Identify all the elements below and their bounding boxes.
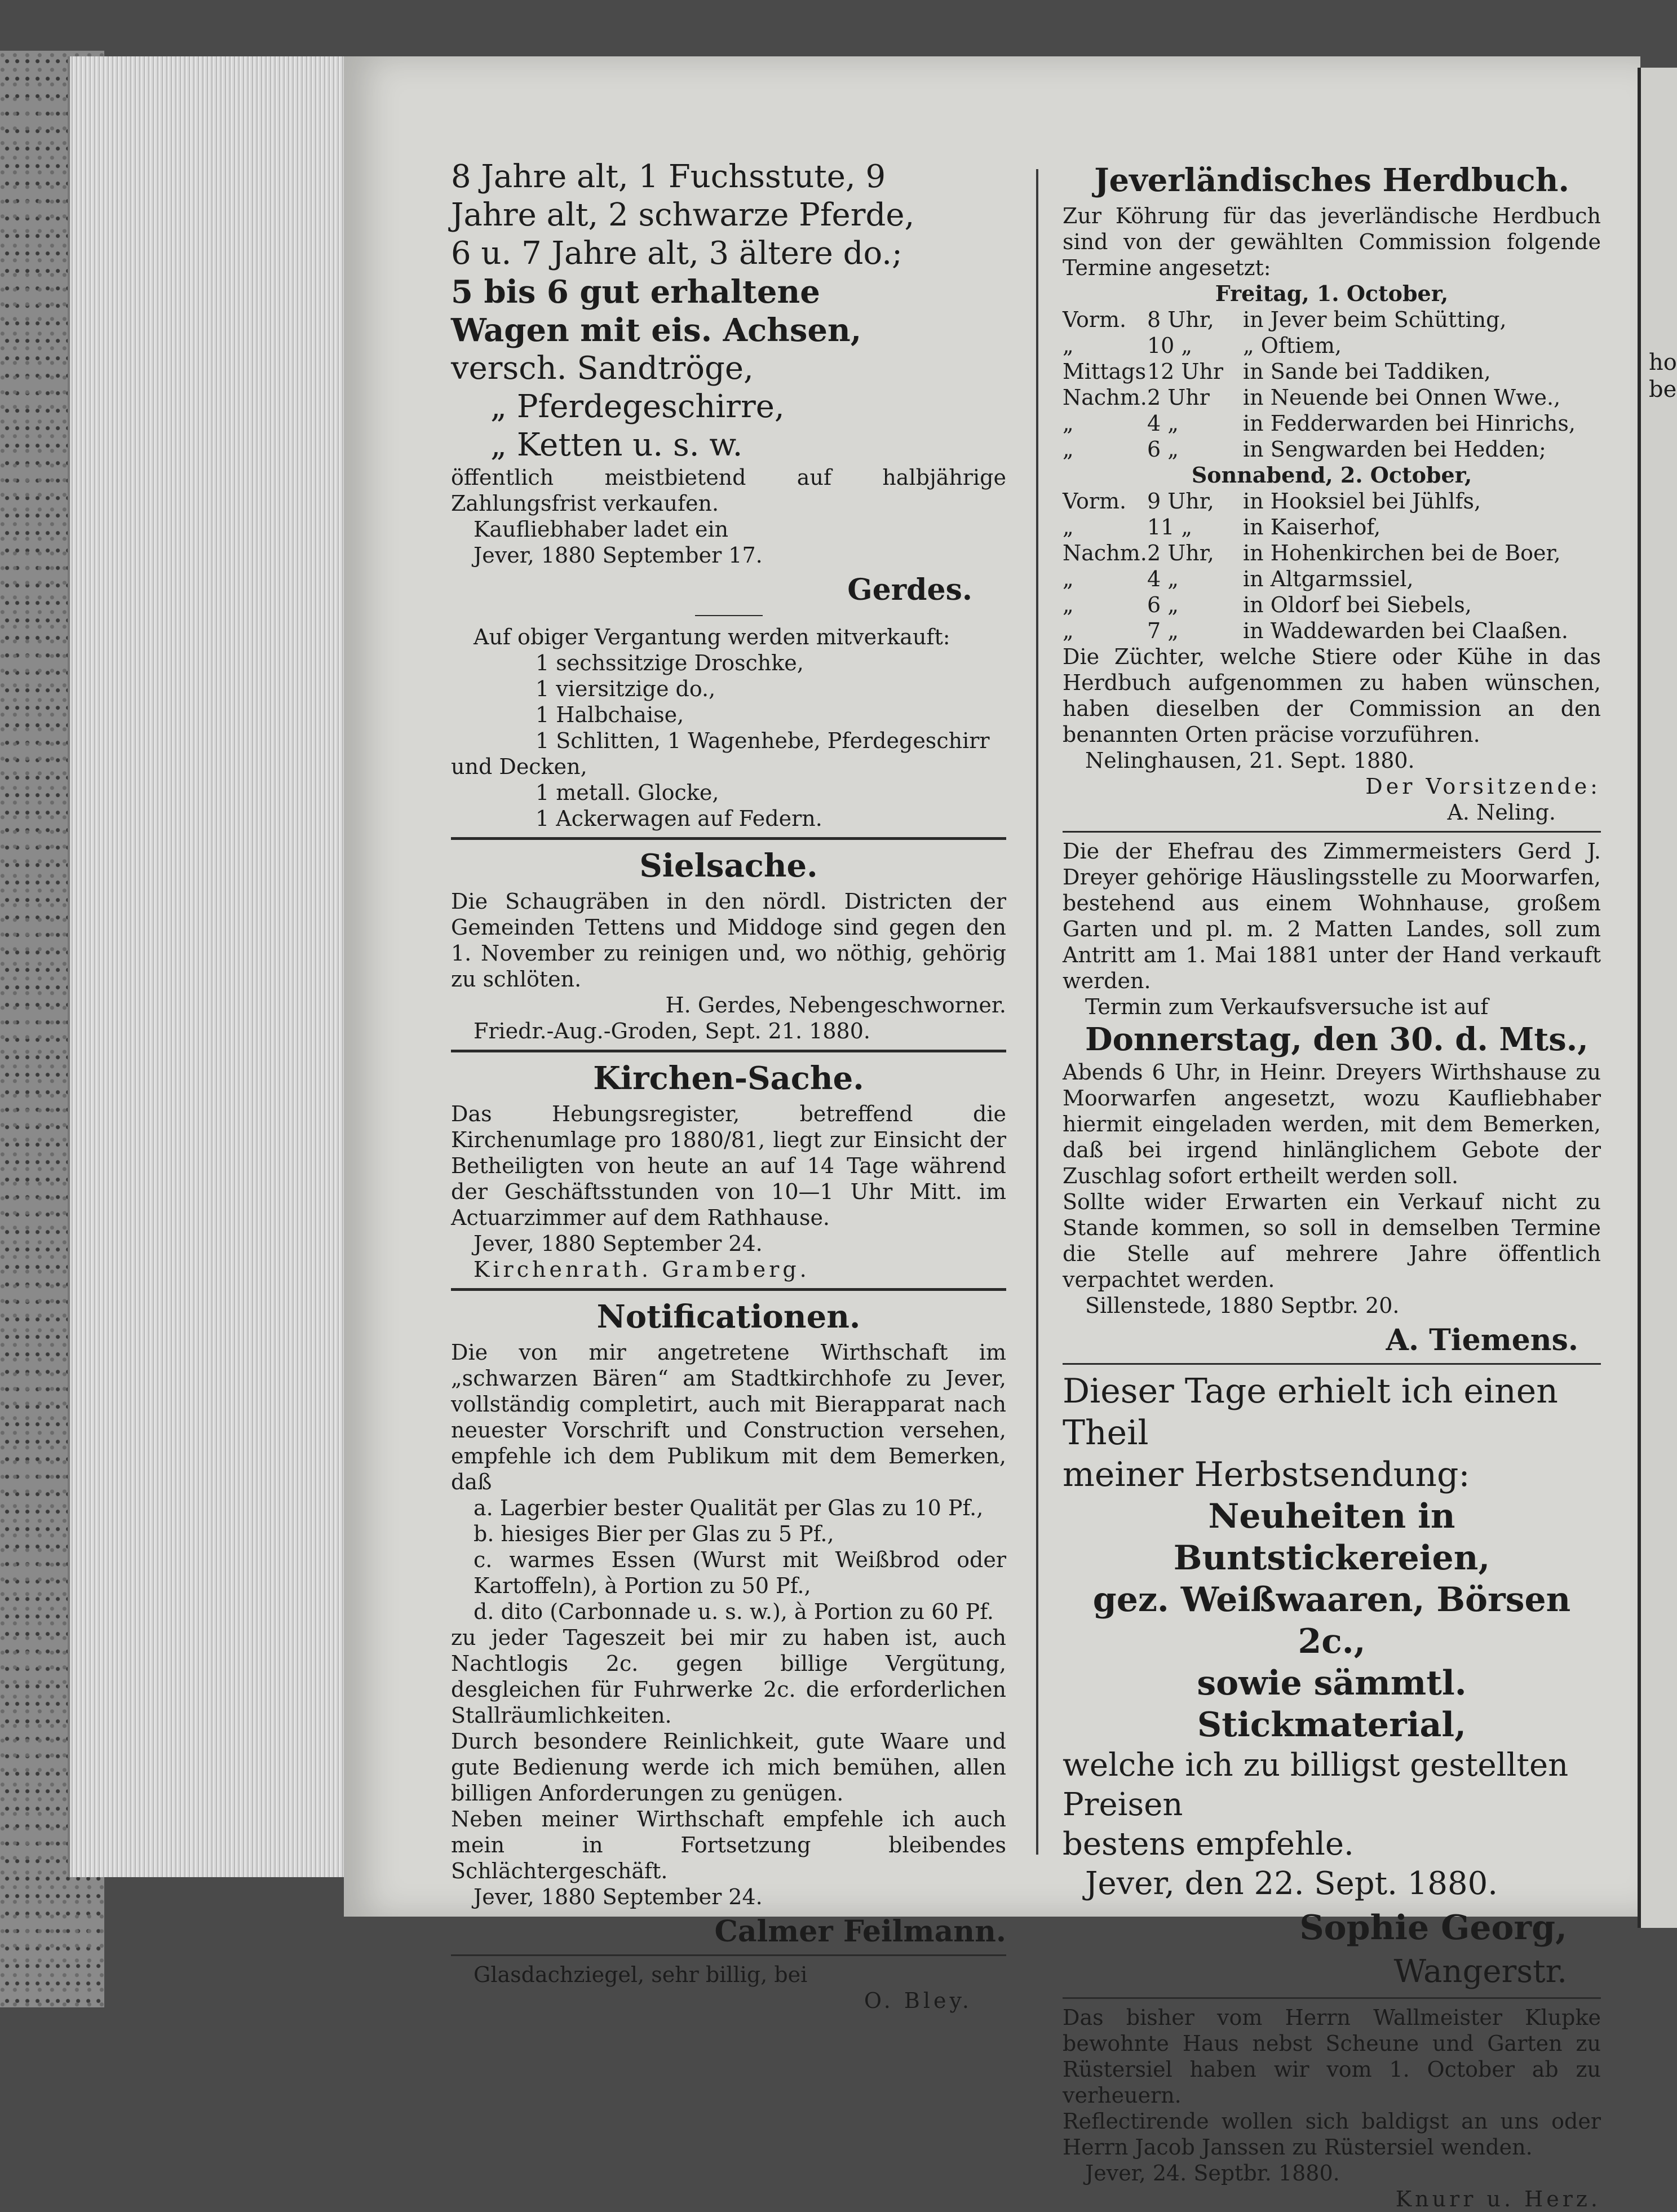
schedule-row bbox=[1063, 514, 1601, 540]
herdbuch-chair: Der Vorsitzende: bbox=[1365, 774, 1601, 799]
kirchen-signature: Kirchenrath. Gramberg. bbox=[474, 1257, 810, 1282]
section-divider bbox=[451, 1288, 1006, 1291]
schedule-period: „ bbox=[1063, 333, 1074, 358]
extra-item: 1 sechssitzige Droschke, bbox=[536, 651, 804, 675]
schedule-row bbox=[1063, 540, 1601, 566]
glas-signature: O. Bley. bbox=[864, 1988, 972, 2013]
page-stack-edges bbox=[68, 56, 357, 1877]
kirchen-heading: Kirchen-Sache. bbox=[593, 1060, 864, 1097]
notif-date: Jever, 1880 September 24. bbox=[474, 1884, 763, 1909]
schedule-place: in Sengwarden bei Hedden; bbox=[1243, 437, 1546, 462]
notif-heading: Notificationen. bbox=[596, 1298, 861, 1335]
next-page-fragment: ho bbox=[1649, 350, 1677, 375]
auction-item: „ Pferdegeschirre, bbox=[490, 388, 785, 425]
herbst-bold-line: Neuheiten in Buntstickereien, bbox=[1173, 1497, 1490, 1578]
schedule-place: in Hooksiel bei Jühlfs, bbox=[1243, 489, 1481, 514]
schedule-period: Vorm. bbox=[1063, 489, 1127, 514]
auction-date: Jever, 1880 September 17. bbox=[474, 543, 763, 568]
schedule-time: 2 Uhr, bbox=[1147, 541, 1214, 565]
herdbuch-date: Nelinghausen, 21. Sept. 1880. bbox=[1085, 748, 1415, 773]
section-divider bbox=[1063, 1363, 1601, 1365]
herbst-tail: bestens empfehle. bbox=[1063, 1826, 1354, 1862]
notif-text3: Durch besondere Reinlichkeit, gute Waare und gute Bedienung werde ich mich bemühen, allen billigen Anforderungen zu genügen. bbox=[451, 1729, 1006, 1806]
extra-item: 1 Schlitten, 1 Wagenhebe, Pferdegeschirr bbox=[536, 728, 990, 753]
auction-bold-line: 5 bis 6 gut erhaltene bbox=[451, 273, 820, 311]
auction-invite: Kaufliebhaber ladet ein bbox=[474, 517, 729, 542]
ruester-signature: Knurr u. Herz. bbox=[1395, 2187, 1601, 2211]
schedule-place: in Altgarmssiel, bbox=[1243, 567, 1414, 591]
herbst-bold-line: gez. Weißwaaren, Börsen 2c., bbox=[1092, 1580, 1571, 1661]
section-divider bbox=[451, 1050, 1006, 1052]
schedule-place: in Fedderwarden bei Hinrichs, bbox=[1243, 411, 1576, 436]
herdbuch-text: Die Züchter, welche Stiere oder Kühe in das Herdbuch aufgenommen zu haben wünschen, haben dieselben der Commission an den benannten Orten präcise vorzuführen. bbox=[1063, 644, 1601, 747]
schedule-row bbox=[1063, 333, 1601, 359]
schedule-place: in Kaiserhof, bbox=[1243, 515, 1381, 539]
auction-bold-line: Wagen mit eis. Achsen, bbox=[451, 312, 862, 349]
herdbuch-day1: Freitag, 1. October, bbox=[1215, 281, 1449, 306]
section-divider bbox=[1063, 1997, 1601, 1999]
schedule-time: 10 „ bbox=[1147, 333, 1193, 358]
extra-intro: Auf obiger Vergantung werden mitverkauft: bbox=[474, 625, 950, 649]
schedule-period: Nachm. bbox=[1063, 385, 1147, 410]
extra-item: 1 Halbchaise, bbox=[536, 702, 684, 727]
schedule-row bbox=[1063, 618, 1601, 644]
auction-line: Jahre alt, 2 schwarze Pferde, bbox=[451, 197, 915, 233]
schedule-time: 11 „ bbox=[1147, 515, 1193, 539]
schedule-place: „ Oftiem, bbox=[1243, 333, 1342, 358]
notif-list-item: d. dito (Carbonnade u. s. w.), à Portion zu 60 Pf. bbox=[474, 1599, 994, 1624]
ruester-text2: Reflectirende wollen sich baldigst an uns oder Herrn Jacob Janssen zu Rüstersiel wenden. bbox=[1063, 2109, 1601, 2160]
siel-text: Die Schaugräben in den nördl. Districten der Gemeinden Tettens und Middoge sind gegen den 1. November zu reinigen und, wo nöthig, gehörig zu schlöten. bbox=[451, 889, 1006, 992]
auction-line: 8 Jahre alt, 1 Fuchsstute, 9 bbox=[451, 158, 886, 195]
haus-termin: Termin zum Verkaufsversuche ist auf bbox=[1085, 994, 1489, 1019]
notif-signature: Calmer Feilmann. bbox=[714, 1914, 1006, 1949]
auction-line: 6 u. 7 Jahre alt, 3 ältere do.; bbox=[451, 235, 902, 272]
notif-list-item: b. hiesiges Bier per Glas zu 5 Pf., bbox=[474, 1521, 834, 1546]
herbst-line: Dieser Tage erhielt ich einen Theil bbox=[1063, 1372, 1558, 1453]
extra-item: 1 metall. Glocke, bbox=[536, 780, 719, 805]
herbst-line: meiner Herbstsendung: bbox=[1063, 1455, 1470, 1494]
herdbuch-day2: Sonnabend, 2. October, bbox=[1191, 462, 1472, 488]
schedule-place: in Hohenkirchen bei de Boer, bbox=[1243, 541, 1561, 565]
schedule-period: Mittags bbox=[1063, 359, 1147, 384]
schedule-row bbox=[1063, 359, 1601, 384]
schedule-row bbox=[1063, 307, 1601, 333]
kirchen-text: Das Hebungsregister, betreffend die Kirchenumlage pro 1880/81, liegt zur Einsicht der Betheiligten von heute an auf 14 Tage während der Geschäftsstunden von 10—1 Uhr Mitt. im Actuarzimmer auf dem Rathhause. bbox=[451, 1101, 1006, 1230]
haus-text3: Sollte wider Erwarten ein Verkauf nicht zu Stande kommen, so soll in demselben Termine die Stelle auf mehrere Jahre öffentlich verpachtet werden. bbox=[1063, 1189, 1601, 1292]
auction-sale-text: öffentlich meistbietend auf halbjährige Zahlungsfrist verkaufen. bbox=[451, 465, 1006, 516]
schedule-row bbox=[1063, 410, 1601, 436]
herbst-bold-line: sowie sämmtl. Stickmaterial, bbox=[1197, 1664, 1467, 1745]
herdbuch-intro: Zur Köhrung für das jeverländische Herdbuch sind von der gewählten Commission folgende Termine angesetzt: bbox=[1063, 203, 1601, 280]
herbst-tail: welche ich zu billigst gestellten Preisen bbox=[1063, 1747, 1569, 1823]
schedule-period: „ bbox=[1063, 411, 1074, 436]
herbst-date: Jever, den 22. Sept. 1880. bbox=[1085, 1865, 1498, 1902]
haus-date: Donnerstag, den 30. d. Mts., bbox=[1085, 1021, 1588, 1058]
section-divider bbox=[451, 837, 1006, 840]
schedule-row bbox=[1063, 566, 1601, 592]
column-divider bbox=[1036, 169, 1038, 1855]
schedule-place: in Waddewarden bei Claaßen. bbox=[1243, 618, 1568, 643]
next-page-edge bbox=[1638, 68, 1677, 1928]
schedule-time: 8 Uhr, bbox=[1147, 307, 1214, 332]
left-column bbox=[451, 158, 1006, 2014]
auction-item: versch. Sandtröge, bbox=[451, 350, 754, 387]
schedule-time: 12 Uhr bbox=[1147, 359, 1224, 384]
section-divider bbox=[1063, 831, 1601, 833]
schedule-row bbox=[1063, 488, 1601, 514]
siel-date: Friedr.-Aug.-Groden, Sept. 21. 1880. bbox=[474, 1019, 870, 1043]
haus-text2: Abends 6 Uhr, in Heinr. Dreyers Wirthshause zu Moorwarfen angesetzt, wozu Kaufliebhaber hiermit eingeladen werden, mit dem Bemerken, daß bei irgend hinlänglichem Gebote der Zuschlag sofort ertheilt werden soll. bbox=[1063, 1060, 1601, 1188]
glas-text: Glasdachziegel, sehr billig, bei bbox=[474, 1962, 808, 1987]
schedule-row bbox=[1063, 592, 1601, 618]
ruester-text: Das bisher vom Herrn Wallmeister Klupke bewohnte Haus nebst Scheune und Garten zu Rüstersiel haben wir vom 1. October ab zu verheuern. bbox=[1063, 2005, 1601, 2108]
schedule-row bbox=[1063, 436, 1601, 462]
herdbuch-heading: Jeverländisches Herdbuch. bbox=[1094, 162, 1569, 199]
schedule-period: „ bbox=[1063, 567, 1074, 591]
notif-list-item: a. Lagerbier bester Qualität per Glas zu 10 Pf., bbox=[474, 1496, 984, 1520]
schedule-period: Nachm. bbox=[1063, 541, 1147, 565]
schedule-place: in Sande bei Taddiken, bbox=[1243, 359, 1491, 384]
schedule-period: „ bbox=[1063, 592, 1074, 617]
schedule-time: 6 „ bbox=[1147, 592, 1179, 617]
schedule-time: 4 „ bbox=[1147, 411, 1179, 436]
schedule-time: 4 „ bbox=[1147, 567, 1179, 591]
right-column bbox=[1063, 158, 1601, 2212]
schedule-time: 7 „ bbox=[1147, 618, 1179, 643]
extra-item: 1 Ackerwagen auf Federn. bbox=[536, 806, 822, 831]
auction-signature: Gerdes. bbox=[847, 573, 972, 607]
schedule-place: in Oldorf bei Siebels, bbox=[1243, 592, 1472, 617]
next-page-fragment: be bbox=[1649, 377, 1677, 402]
siel-heading: Sielsache. bbox=[639, 847, 818, 884]
schedule-period: „ bbox=[1063, 618, 1074, 643]
extra-item: und Decken, bbox=[451, 754, 587, 779]
notif-text2: zu jeder Tageszeit bei mir zu haben ist, auch Nachtlogis 2c. gegen billige Vergütung, desgleichen für Fuhrwerke 2c. die erforderlichen Stallräumlichkeiten. bbox=[451, 1625, 1006, 1728]
short-divider bbox=[695, 615, 763, 616]
section-divider bbox=[451, 1954, 1006, 1956]
haus-place: Sillenstede, 1880 Septbr. 20. bbox=[1085, 1293, 1400, 1318]
auction-item: „ Ketten u. s. w. bbox=[490, 427, 743, 463]
schedule-time: 6 „ bbox=[1147, 437, 1179, 462]
notif-list-item: c. warmes Essen (Wurst mit Weißbrod oder Kartoffeln), à Portion zu 50 Pf., bbox=[474, 1547, 1006, 1598]
schedule-period: Vorm. bbox=[1063, 307, 1127, 332]
haus-text: Die der Ehefrau des Zimmermeisters Gerd J. Dreyer gehörige Häuslingsstelle zu Moorwarfen, bestehend aus einem Wohnhause, großem Garten und pl. m. 2 Matten Landes, soll zum Antritt am 1. Mai 1881 unter der Hand verkauft werden. bbox=[1063, 839, 1601, 993]
schedule-place: in Neuende bei Onnen Wwe., bbox=[1243, 385, 1561, 410]
schedule-place: in Jever beim Schütting, bbox=[1243, 307, 1507, 332]
schedule-period: „ bbox=[1063, 437, 1074, 462]
ruester-date: Jever, 24. Septbr. 1880. bbox=[1085, 2161, 1340, 2186]
kirchen-date: Jever, 1880 September 24. bbox=[474, 1231, 763, 1256]
notif-text4: Neben meiner Wirthschaft empfehle ich auch mein in Fortsetzung bleibendes Schlächtergeschäft. bbox=[451, 1807, 1006, 1883]
herbst-street: Wangerstr. bbox=[1393, 1953, 1567, 1990]
extra-item: 1 viersitzige do., bbox=[536, 676, 716, 701]
schedule-time: 9 Uhr, bbox=[1147, 489, 1214, 514]
schedule-time: 2 Uhr bbox=[1147, 385, 1210, 410]
herdbuch-signature: A. Neling. bbox=[1447, 800, 1556, 825]
schedule-period: „ bbox=[1063, 515, 1074, 539]
schedule-row bbox=[1063, 384, 1601, 410]
haus-signature: A. Tiemens. bbox=[1386, 1323, 1578, 1357]
herbst-signature: Sophie Georg, bbox=[1299, 1908, 1567, 1948]
siel-signature: H. Gerdes, Nebengeschworner. bbox=[665, 993, 1006, 1017]
notif-text: Die von mir angetretene Wirthschaft im „schwarzen Bären“ am Stadtkirchhofe zu Jever, vollständig completirt, auch mit Bierapparat nach neuester Vorschrift und Construction versehen, empfehle ich dem Publikum mit dem Bemerken, daß bbox=[451, 1340, 1006, 1494]
